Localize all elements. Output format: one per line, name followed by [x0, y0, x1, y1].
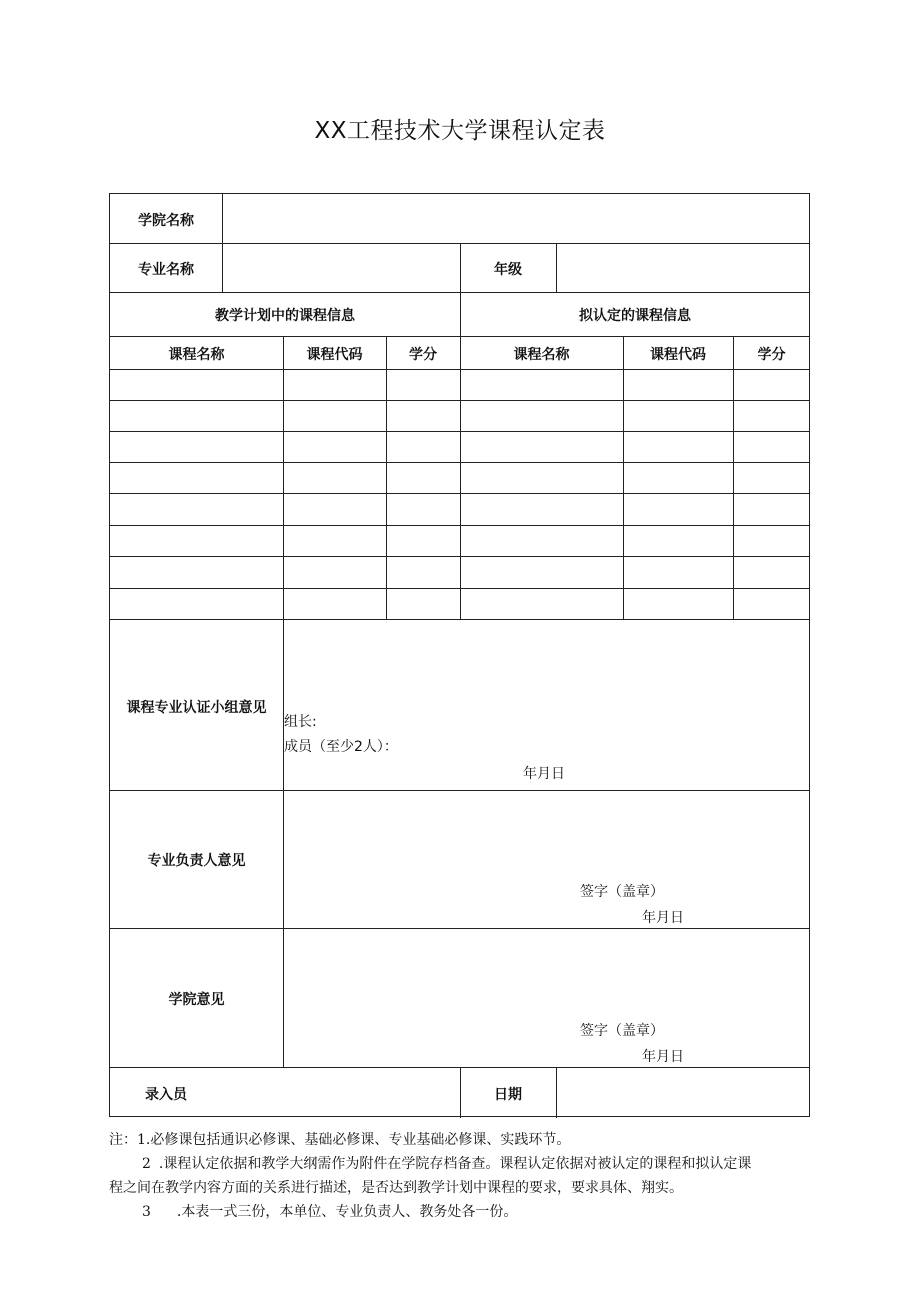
proposed-course-section-heading: 拟认定的课程信息: [579, 308, 691, 324]
date-field[interactable]: [557, 1068, 809, 1116]
proposed-credit-header: 学分: [757, 347, 786, 363]
note-2-text: .课程认定依据和教学大纲需作为附件在学院存档备查。课程认定依据对被认定的课程和拟认定课: [158, 1156, 752, 1172]
entry-clerk-label: 录入员: [145, 1087, 187, 1103]
note-2-line-1: [109, 1152, 814, 1176]
college-opinion-field[interactable]: [284, 929, 810, 1066]
proposed-course-name-header: 课程名称: [513, 347, 570, 363]
proposed-course-code-header: 课程代码: [650, 347, 706, 363]
college-opinion-label: 学院意见: [168, 992, 225, 1008]
major-head-sign-label: 签字（盖章）: [580, 884, 664, 900]
grade-field[interactable]: [557, 244, 809, 291]
college-date-label: 年月日: [642, 1049, 684, 1065]
group-date-label: 年月日: [523, 766, 565, 782]
plan-course-section-heading: 教学计划中的课程信息: [215, 308, 355, 324]
major-head-date-label: 年月日: [642, 910, 684, 926]
college-name-label: 学院名称: [138, 213, 194, 229]
note-1: 注：1.必修课包括通识必修课、基础必修课、专业基础必修课、实践环节。: [109, 1132, 571, 1148]
note-3: [109, 1200, 814, 1224]
plan-course-name-header: 课程名称: [168, 347, 225, 363]
college-sign-label: 签字（盖章）: [580, 1023, 664, 1039]
college-name-field[interactable]: [223, 194, 809, 242]
major-name-field[interactable]: [223, 244, 459, 291]
group-opinion-label: 课程专业认证小组意见: [126, 700, 267, 716]
course-entry-grid[interactable]: [110, 370, 810, 619]
major-name-label: 专业名称: [138, 262, 194, 278]
course-recognition-form: [109, 193, 810, 1117]
date-label: 日期: [494, 1087, 522, 1103]
plan-credit-header: 学分: [409, 347, 437, 363]
group-leader-label: 组长:: [284, 714, 317, 730]
group-members-label: 成员（至少2人）：: [284, 739, 398, 755]
notes: [109, 1128, 814, 1224]
plan-course-code-header: 课程代码: [306, 347, 363, 363]
note-3-text: .本表一式三份，本单位、专业负责人、教务处各一份。: [176, 1204, 518, 1220]
note-2-number: 2: [142, 1156, 151, 1172]
note-2-line-2: 程之间在教学内容方面的关系进行描述，是否达到教学计划中课程的要求，要求具体、翔实。: [109, 1180, 683, 1196]
page-title: XX工程技术大学课程认定表: [314, 118, 606, 144]
major-head-opinion-field[interactable]: [284, 791, 810, 927]
major-head-opinion-label: 专业负责人意见: [147, 853, 246, 869]
note-3-number: 3: [142, 1204, 151, 1220]
grade-label: 年级: [494, 262, 522, 278]
entry-clerk-field[interactable]: [284, 1068, 459, 1116]
